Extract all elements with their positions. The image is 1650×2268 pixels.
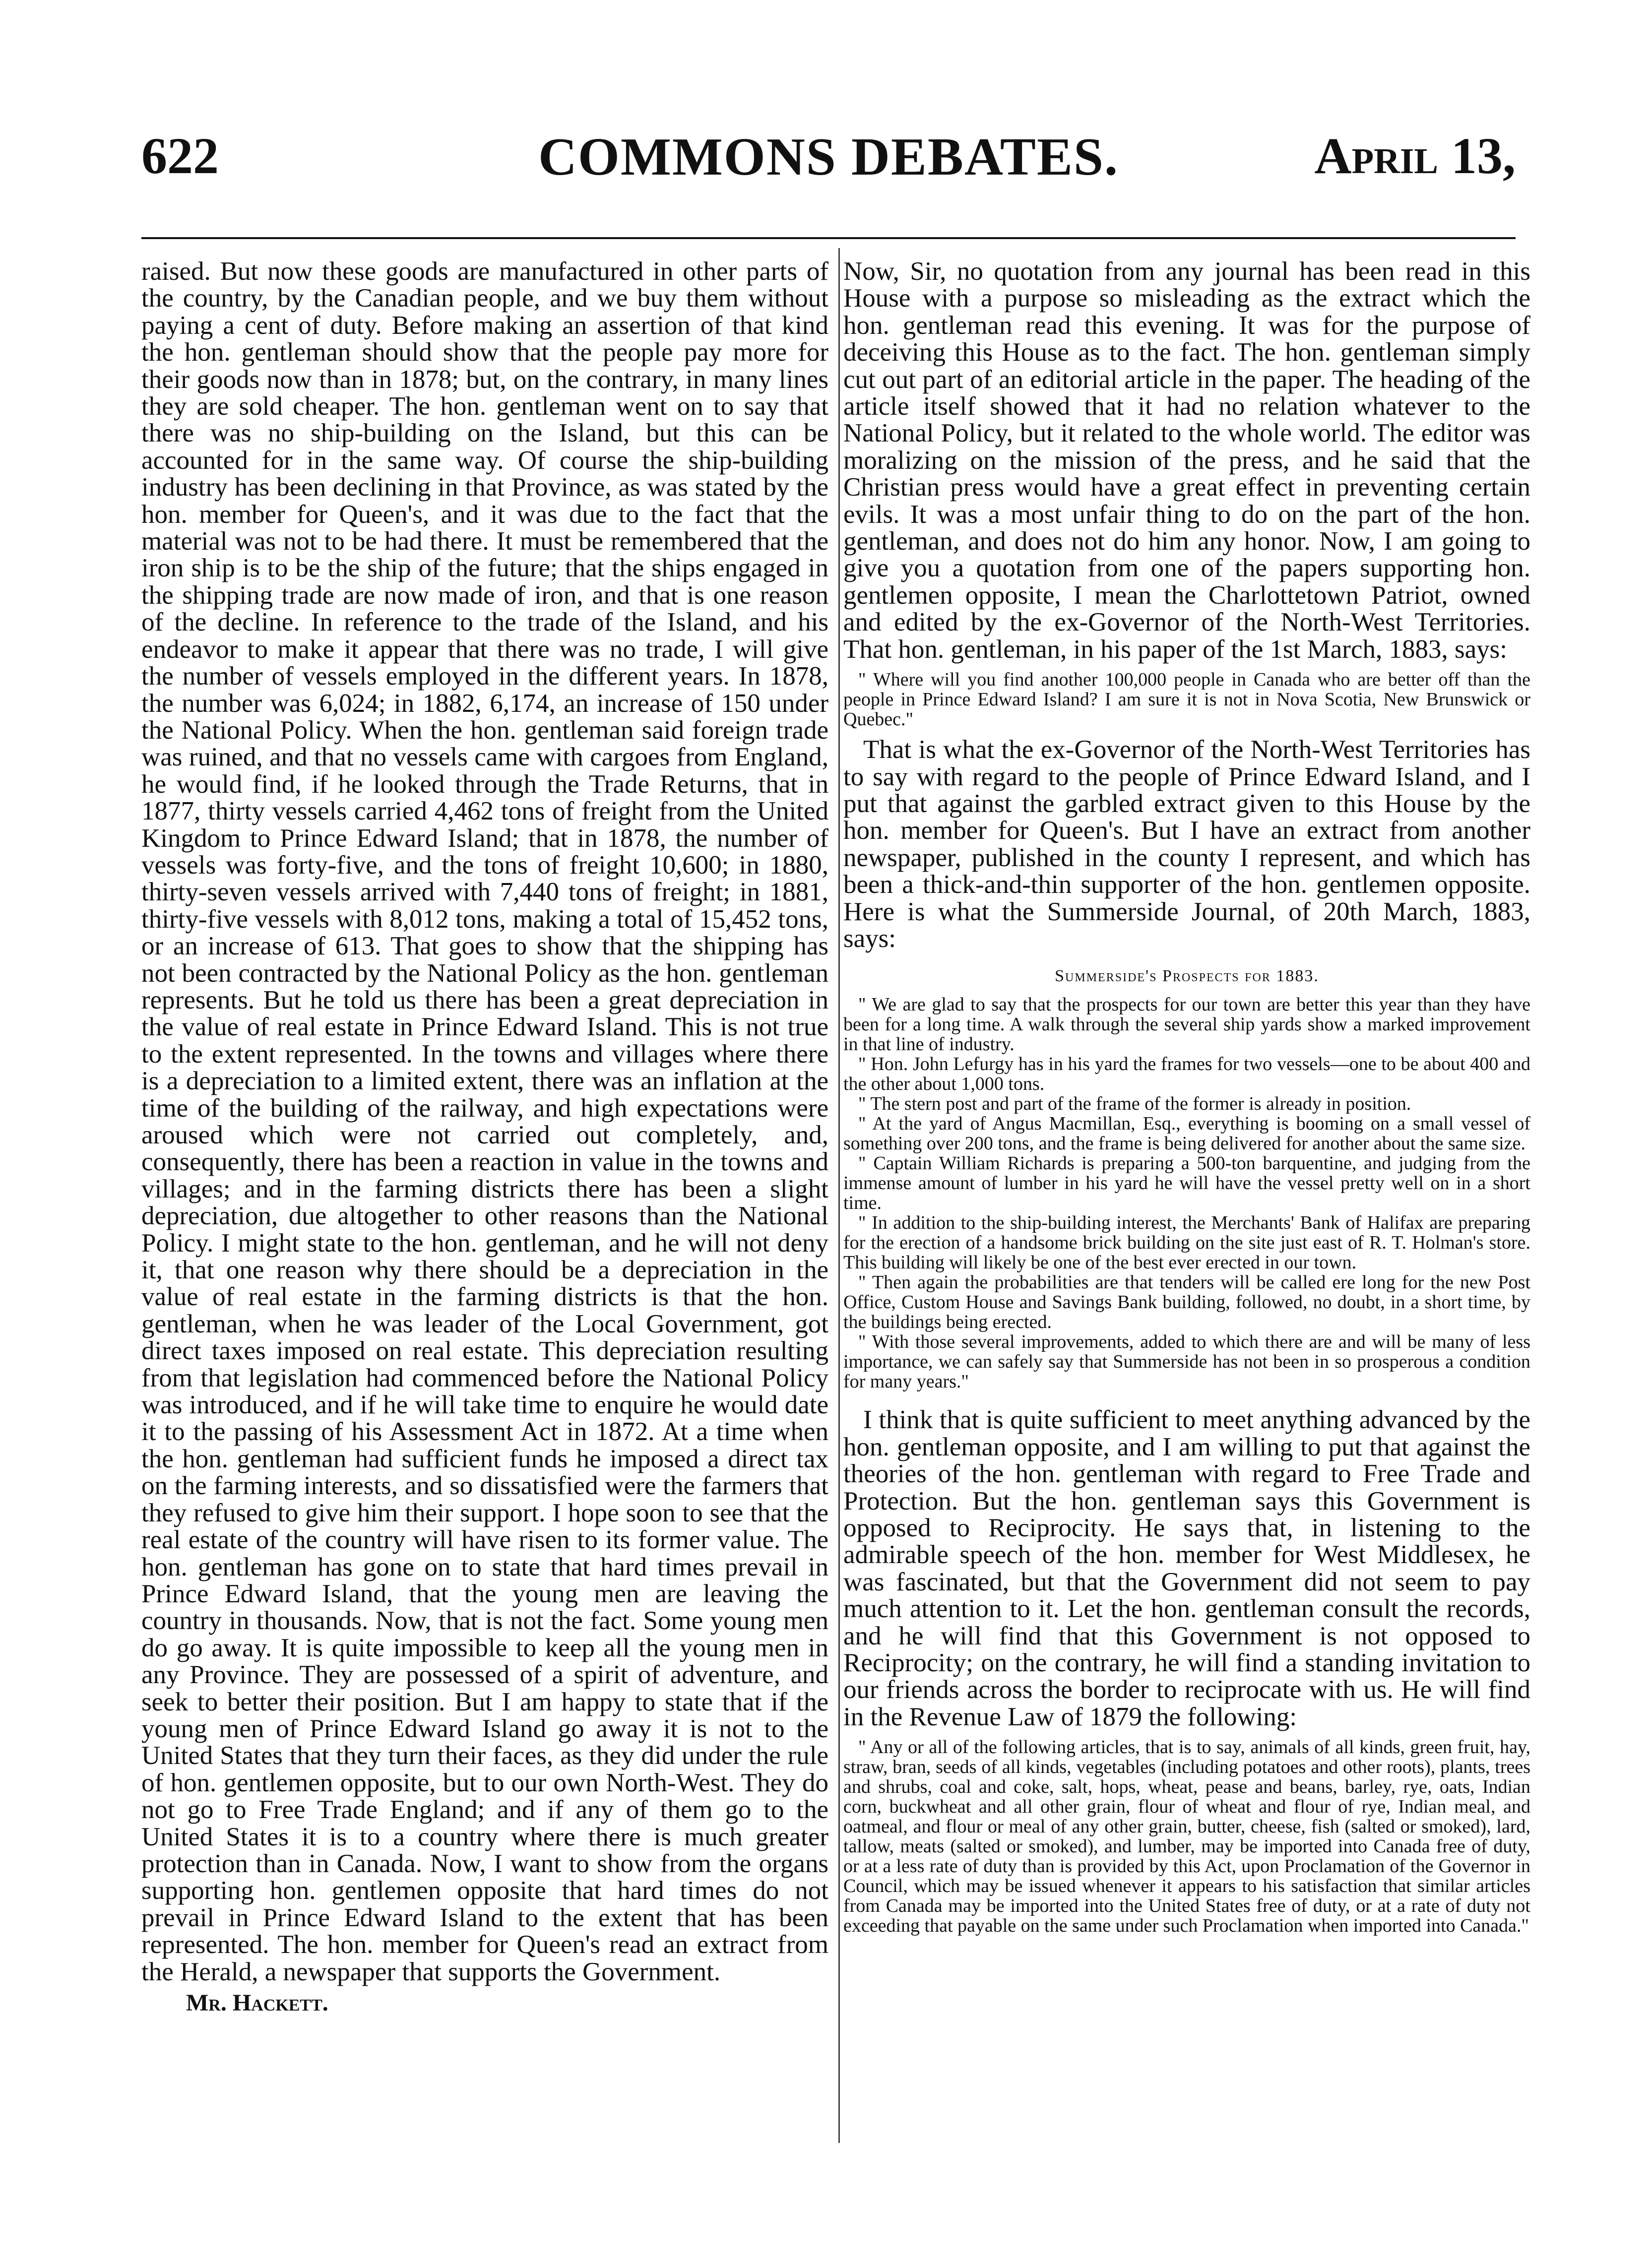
left-paragraph: raised. But now these goods are manufactured in other parts of the country, by the Canadian people, and we buy them without paying a cent of duty. Before making an assertion of that kind the hon. gentleman should show that the people pay more for their goods now than in 1878; but, on the contrary, in many lines they are sold cheaper. The hon. gentleman went on to say that there was no ship-building on the Island, but this can be accounted for in the same way. Of course the ship-building industry has been declining in that Province, as was stated by the hon. member for Queen's, and it was due to the fact that the material was not to be had there. It must be remembered that the iron ship is to be the ship of the future; that the ships engaged in the shipping trade are now made of iron, and that is one reason of the decline. In reference to the trade of the Island, and his endeavor to make it appear that there was no trade, I will give the number of vessels employed in the different years. In 1878, the number was 6,024; in 1882, 6,174, an increase of 150 under the National Policy. When the hon. gentleman said foreign trade was ruined, and that no vessels came with cargoes from England, he would find, if he looked through the Trade Returns, that in 1877, thirty vessels carried 4,462 tons of freight from the United Kingdom to Prince Edward Island; that in 1878, the number of vessels was forty-five, and the tons of freight 10,600; in 1880, thirty-seven vessels arrived with 7,440 tons of freight; in 1881, thirty-five vessels with 8,012 tons, making a total of 15,452 tons, or an increase of 613. That goes to show that the shipping has not been contracted by the National Policy as the hon. gentleman represents. But he told us there has been a great depreciation in the value of real estate in Prince Edward Island. This is not true to the extent represented. In the towns and villages where there is a depreciation to a limited extent, there was an inflation at the time of the building of the railway, and high expectations were aroused which were not carried out completely, and, consequently, there has been a reaction in value in the towns and villages; and in the farming districts there has been a slight depreciation, due altogether to other reasons than the National Policy. I might state to the hon. gentleman, and he will not deny it, that one reason why there should be a depreciation in the value of real estate in the farming districts is that the hon. gentleman, when he was leader of the Local Government, got direct taxes imposed on real estate. This depreciation resulting from that legislation had commenced before the National Policy was introduced, and if he will take time to enquire he would date it to the passing of his Assessment Act in 1872. At a time when the hon. gentleman had sufficient funds he imposed a direct tax on the farming interests, and so dissatisfied were the farmers that they refused to give him their support. I hope soon to see that the real estate of the country will have risen to its former value. The hon. gentleman has gone on to state that hard times prevail in Prince Edward Island, that the young men are leaving the country in thousands. Now, that is not the fact. Some young men do go away. It is quite impossible to keep all the young men in any Province. They are possessed of a spirit of adventure, and seek to better their position. But I am happy to state that if the young men of Prince Edward Island go away it is not to the United States that they turn their faces, as they did under the rule of hon. gentlemen opposite, but to our own North-West. They do not go to Free Trade England; and if any of them go to the United States it is to a country where there is much greater protection than in Canada. Now, I want to show from the organs supporting hon. gentlemen opposite that hard times do not prevail in Prince Edward Island to the extent that has been represented. The hon. member for Queen's read an extract from the Herald, a newspaper that supports the Government. bbox=[141, 257, 828, 1986]
quote-paragraph: " In addition to the ship-building interest, the Merchants' Bank of Halifax are preparing for the erection of a handsome brick building on the site just east of R. T. Holman's store. This building will likely be one of the best ever erected in our town. bbox=[843, 1212, 1530, 1273]
right-column bbox=[843, 258, 1530, 1943]
right-paragraph-1: Now, Sir, no quotation from any journal has been read in this House with a purpose so misleading as the extract which the hon. gentleman read this evening. It was for the purpose of deceiving this House as to the fact. The hon. gentleman simply cut out part of an editorial article in the paper. The heading of the article itself showed that it had no relation whatever to the National Policy, but it related to the whole world. The editor was moralizing on the mission of the press, and he said that the Christian press would have a great effect in preventing certain evils. It was a most unfair thing to do on the part of the hon. gentleman, and does not do him any honor. Now, I am going to give you a quotation from one of the papers supporting hon. gentlemen opposite, I mean the Charlottetown Patriot, owned and edited by the ex-Governor of the North-West Territories. That hon. gentleman, in his paper of the 1st March, 1883, says: bbox=[843, 257, 1530, 664]
page-number: 622 bbox=[141, 127, 219, 185]
quote-heading: Summerside's Prospects for 1883. bbox=[1055, 967, 1319, 986]
quote-paragraph: " Then again the probabilities are that tenders will be called ere long for the new Post Office, Custom House and Savings Bank building, followed, no doubt, in a short time, by the buildings being erected. bbox=[843, 1272, 1530, 1333]
quote-paragraph: " The stern post and part of the frame of the former is already in position. bbox=[858, 1093, 1411, 1115]
page-date: April 13, bbox=[1314, 127, 1516, 185]
quote-paragraph: " Hon. John Lefurgy has in his yard the frames for two vessels—one to be about 400 and the other about 1,000 tons. bbox=[843, 1054, 1530, 1095]
left-column bbox=[141, 258, 828, 2016]
quote-paragraph: " At the yard of Angus Macmillan, Esq., everything is booming on a small vessel of something over 200 tons, and the frame is being delivered for another about the same size. bbox=[843, 1113, 1530, 1154]
revenue-law-quote: " Any or all of the following articles, that is to say, animals of all kinds, green fruit, hay, straw, bran, seeds of all kinds, vegetables (including potatoes and other roots), plants, trees and shrubs, coal and coke, salt, hops, wheat, pease and beans, barley, rye, oats, Indian corn, buckwheat and all other grain, flour of wheat and flour of rye, Indian meal, and oatmeal, and flour or meal of any other grain, butter, cheese, fish (salted or smoked), lard, tallow, meats (salted or smoked), and lumber, may be imported into Canada free of duty, or at a less rate of duty than is provided by this Act, upon Proclamation of the Governor in Council, which may be issued whenever it appears to his satisfaction that similar articles from Canada may be imported into the United States free of duty, or at a rate of duty not exceeding that payable on the same under such Proclamation when imported into Canada." bbox=[843, 1737, 1530, 1937]
right-paragraph-3: I think that is quite sufficient to meet anything advanced by the hon. gentleman opposite, and I am willing to put that against the theories of the hon. gentleman with regard to Free Trade and Protection. But the hon. gentleman says this Government is opposed to Reciprocity. He says that, in listening to the admirable speech of the hon. member for West Middlesex, he was fascinated, but that the Government did not seem to pay much attention to it. Let the hon. gentleman consult the records, and he will find that this Government is not opposed to Reciprocity; on the contrary, he will find a standing invitation to our friends across the border to reciprocate with us. He will find in the Revenue Law of 1879 the following: bbox=[843, 1405, 1530, 1731]
header-rule bbox=[141, 237, 1516, 239]
column-divider bbox=[838, 248, 840, 2143]
summerside-quote bbox=[843, 995, 1530, 1391]
quote-paragraph: " We are glad to say that the prospects for our town are better this year than they have been for a long time. A walk through the several ship yards show a marked improvement in that line of industry. bbox=[843, 994, 1530, 1055]
quote-paragraph: " With those several improvements, added to which there are and will be many of less importance, we can safely say that Summerside has not been in so prosperous a condition for many years." bbox=[843, 1331, 1530, 1392]
patriot-quote: " Where will you find another 100,000 people in Canada who are better off than the people in Prince Edward Island? I am sure it is not in Nova Scotia, New Brunswick or Quebec." bbox=[843, 669, 1530, 730]
page-title: COMMONS DEBATES. bbox=[538, 127, 1119, 187]
page-header bbox=[141, 126, 1516, 186]
quote-paragraph: " Captain William Richards is preparing a 500-ton barquentine, and judging from the immense amount of lumber in his yard he will have the vessel pretty well on in a short time. bbox=[843, 1153, 1530, 1214]
right-paragraph-2: That is what the ex-Governor of the North-West Territories has to say with regard to the people of Prince Edward Island, and I put that against the garbled extract given to this House by the hon. member for Queen's. But I have an extract from another newspaper, published in the county I represent, and which has been a thick-and-thin supporter of the hon. gentlemen opposite. Here is what the Summerside Journal, of 20th March, 1883, says: bbox=[843, 735, 1530, 953]
speaker-name: Mr. Hackett. bbox=[186, 1990, 328, 2016]
